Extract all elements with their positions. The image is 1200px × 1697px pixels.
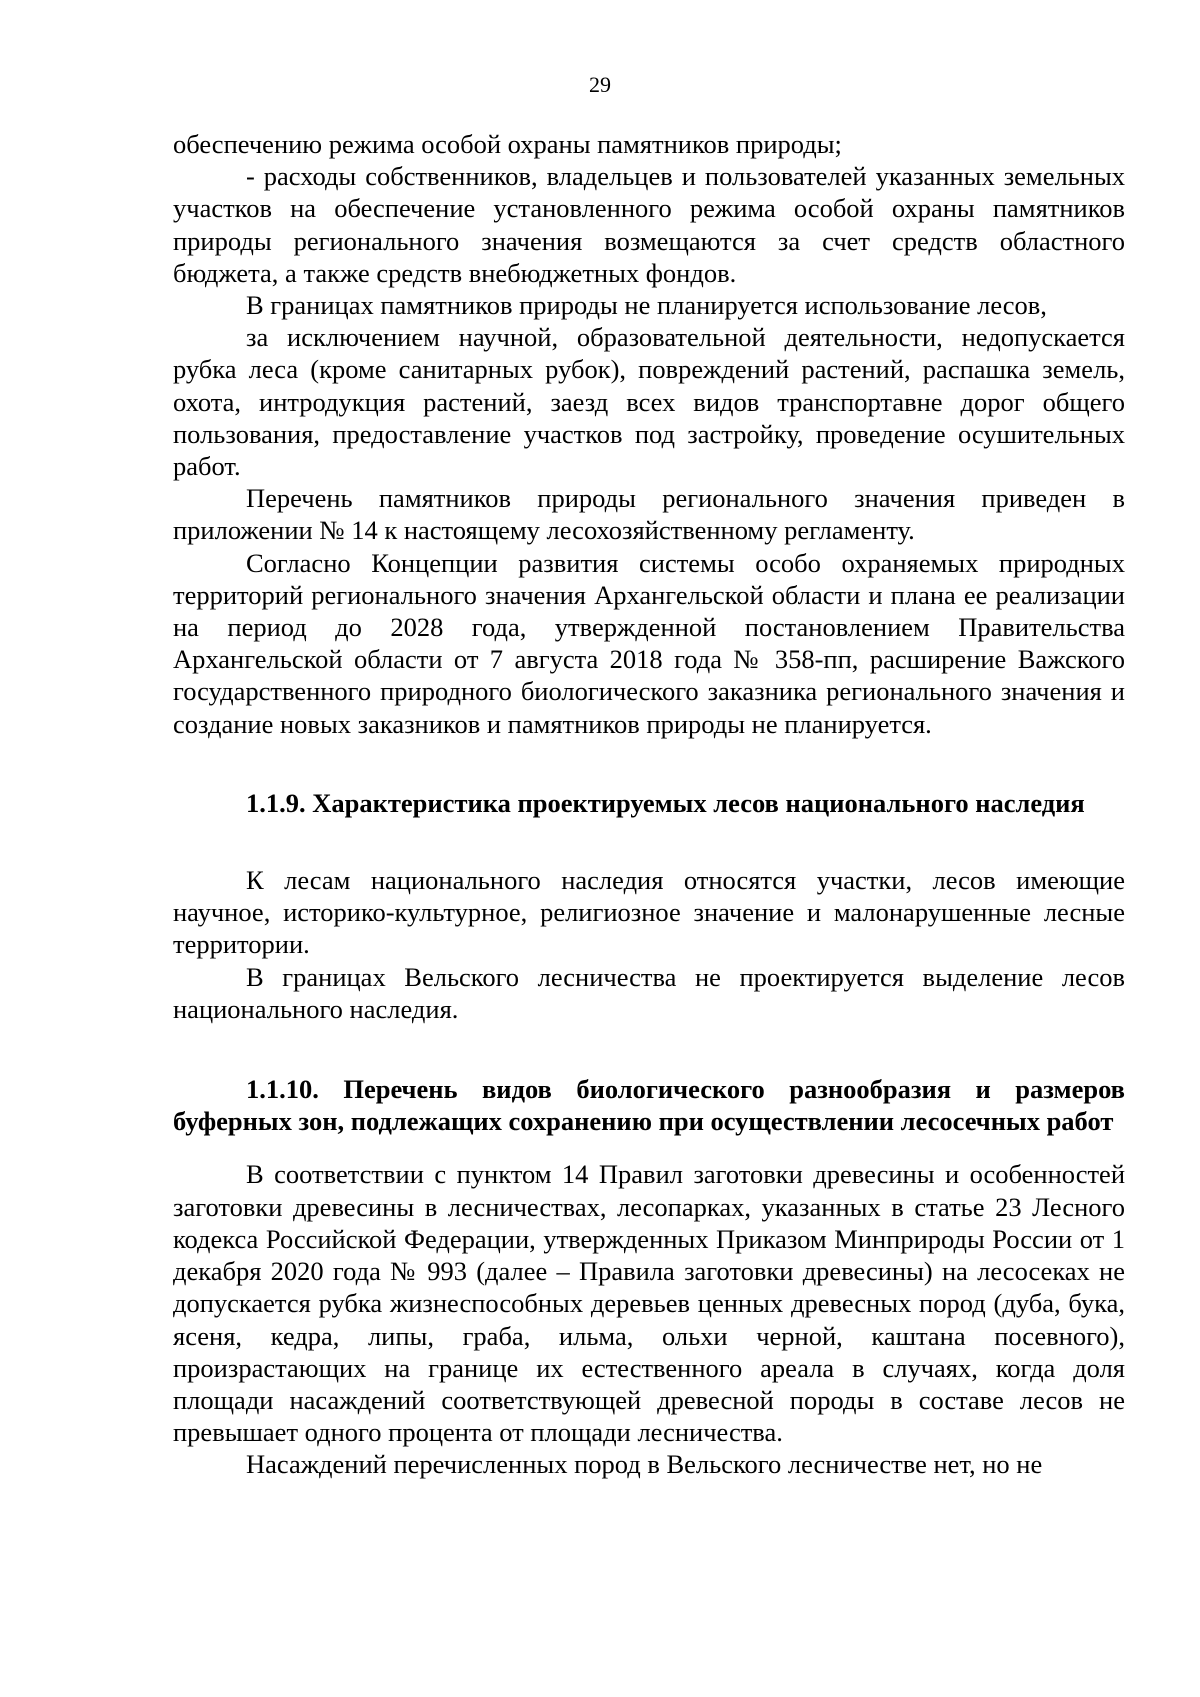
paragraph: Насаждений перечисленных пород в Вельского лесничестве нет, но не [246,1449,1043,1480]
paragraph: В границах Вельского лесничества не проектируется выделение лесов национального наследия. [173,961,1125,1024]
paragraph: обеспечению режима особой охраны памятников природы; [173,129,842,159]
paragraph: В соответствии с пунктом 14 Правил заготовки древесины и особенностей заготовки древесины в лесничествах, лесопарках, указанных в статье 23 Лесного кодекса Российской Федерации, утвержденных Приказом Минприроды России от 1 декабря 2020 года № 993 (далее – Правила заготовки древесины) на лесосеках не допускается рубка жизнеспособных деревьев ценных древесных пород (дуба, бука, ясеня, кедра, липы, граба, ильма, ольхи черной, каштана посевного), произрастающих на границе их естественного ареала в случаях, когда доля площади насаждений соответствующей древесной породы в составе лесов не превышает одного процента от площади лесничества. [173,1159,1125,1448]
paragraph: за исключением научной, образовательной деятельности, недопускается рубка леса (кроме санитарных рубок), повреждений растений, распашка земель, охота, интродукция растений, заезд всех видов транспортавне дорог общего пользования, предоставление участков под застройку, проведение осушительных работ. [173,322,1125,482]
paragraph: В границах памятников природы не планируется использование лесов, [246,290,1047,321]
paragraph: Перечень памятников природы регионального значения приведен в приложении № 14 к настоящему лесохозяйственному регламенту. [173,483,1125,546]
section-heading: 1.1.9. Характеристика проектируемых лесов национального наследия [246,787,1085,818]
paragraph: - расходы собственников, владельцев и пользователей указанных земельных участков на обеспечение установленного режима особой охраны памятников природы регионального значения возмещаются за счет средств областного бюджета, а также средств внебюджетных фондов. [173,161,1125,288]
section-heading: 1.1.10. Перечень видов биологического разнообразия и размеров буферных зон, подлежащих сохранению при осуществлении лесосечных работ [173,1074,1125,1137]
page-content [173,128,1125,1481]
paragraph: К лесам национального наследия относятся участки, лесов имеющие научное, историко-культурное, религиозное значение и малонарушенные лесные территории. [173,865,1125,960]
paragraph: Согласно Концепции развития системы особо охраняемых природных территорий регионального значения Архангельской области и плана ее реализации на период до 2028 года, утвержденной постановлением Правительства Архангельской области от 7 августа 2018 года № 358-пп, расширение Важского государственного природного биологического заказника регионального значения и создание новых заказников и памятников природы не планируется. [173,547,1125,739]
page-number: 29 [589,72,611,97]
